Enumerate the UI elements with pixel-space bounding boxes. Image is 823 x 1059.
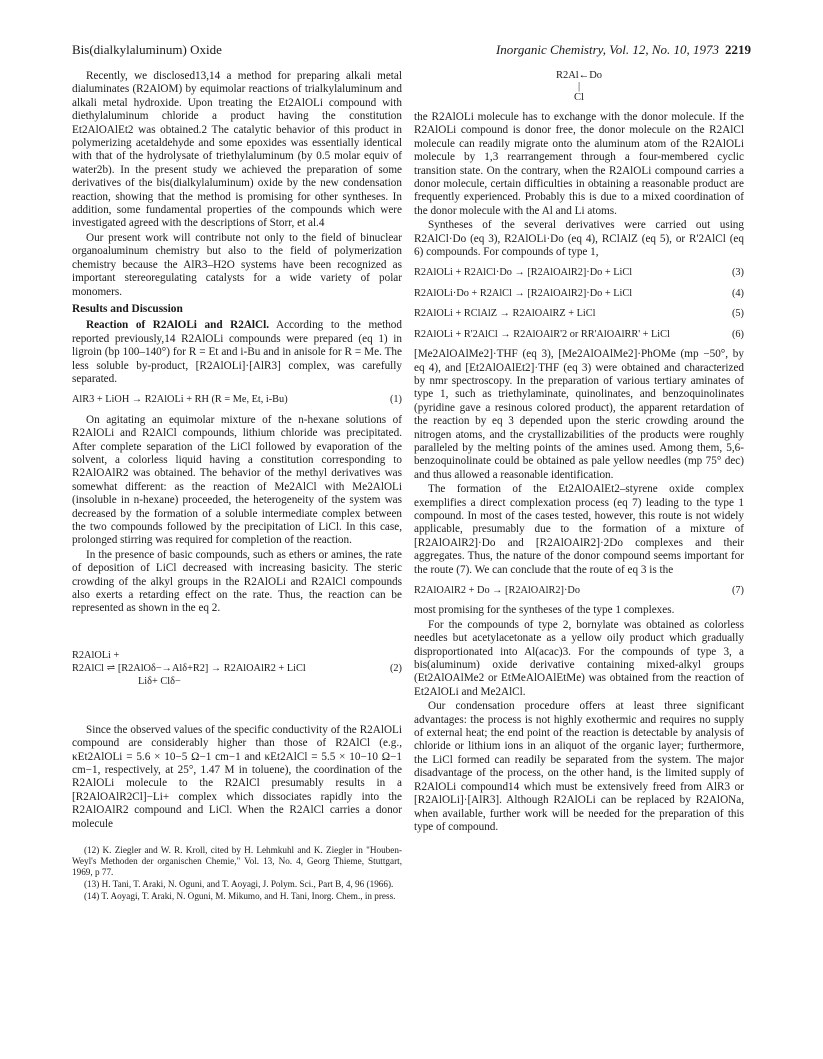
paragraph-syntheses: Syntheses of the several derivatives were carried out using R2AlCl·Do (eq 3), R2AlOLi·Do (eq 4), RClAlZ (eq 5), or R'2AlCl (eq 6) compounds. For compounds of type 1, (414, 219, 744, 259)
donor-structure-bond: | (577, 81, 581, 92)
equation-2-line-2: R2AlCl ⇌ [R2AlOδ−→Alδ+R2] → R2AlOAlR2 + LiCl (72, 662, 306, 674)
paragraph-donor-exchange: the R2AlOLi molecule has to exchange with the donor molecule. If the R2AlOLi compound is donor free, the donor molecule on the R2AlCl molecule can readily migrate onto the aluminum atom of the R2AlOLi molecule by 1,3 rearrangement through a four-membered cyclic transition state. On the contrary, when the R2AlOLi compound carries a donor molecule, certain difficulties in obtaining a reasonable product are frequently experienced. Probably this is due to a mixed coordination of the donor molecule with the Al and Li atoms. (414, 111, 744, 217)
equation-5-number: (5) (731, 308, 744, 320)
equation-2-line-3: Liδ+ Clδ− (138, 675, 181, 687)
paragraph-reaction-text: According to the method reported previously,14 R2AlOLi compounds were prepared (eq 1) in ligroin (bp 100–140°) for R = Et and i-Bu and in anisole for R = Me. The less soluble by-product, [R2AlOLi]·[AlR3] complex, was carefully separated. (72, 319, 402, 385)
equation-3-number: (3) (731, 267, 744, 279)
running-title: Bis(dialkylaluminum) Oxide (72, 42, 222, 57)
equation-1 (72, 393, 402, 406)
equation-3-text: R2AlOLi + R2AlCl·Do → [R2AlOAlR2]·Do + LiCl (414, 267, 633, 279)
equation-4 (414, 287, 744, 300)
equation-3 (414, 266, 744, 279)
section-heading: Results and Discussion (72, 302, 183, 315)
equation-4-number: (4) (731, 287, 744, 299)
equation-2-scheme (72, 649, 402, 688)
paragraph-intro: Recently, we disclosed13,14 a method for preparing alkali metal dialuminates (R2AlOM) by equimolar reactions of trialkylaluminum and alkali metal hydroxide. Upon treating the Et2AlOLi compound with diethylaluminum chloride a product having the constitution Et2AlOAlEt2 was obtained.2 The catalytic behavior of this product in polymerizing acetaldehyde and some epoxides was essentially identical with that of the hydrolysate of triethylaluminum (by 0.5 molar equiv of water2b). In the present study we achieved the preparation of some derivatives of the bis(dialkylaluminum) oxide by the new condensation reaction, showing that the method is promising for other syntheses. In addition, some fundamental properties of the compounds which were investigated agreed with the descriptions of Storr, et al.4 (72, 70, 402, 230)
donor-structure (414, 70, 744, 103)
paragraph-type-2-3: For the compounds of type 2, bornylate was obtained as colorless needles but acetylacetonate as a yellow oily product which gradually disproportionated into Al(acac)3. For the compounds of type 3, a bis(aluminum) oxide derivative containing mixed-alkyl groups (Et2AlOAlMe2 or EtMeAlOAlEtMe) was obtained from the reaction of Et2AlOLi and Me2AlCl. (414, 618, 744, 698)
footnote-12: (12) K. Ziegler and W. R. Kroll, cited by H. Lehmkuhl and K. Ziegler in "Houben-Weyl's Methoden der organischen Chemie," Vol. 13, No. 4, Georg Thieme, Stuttgart, 1969, p 77. (72, 845, 402, 878)
right-column (414, 70, 744, 835)
equation-4-text: R2AlOLi·Do + R2AlCl → [R2AlOAlR2]·Do + LiCl (414, 287, 633, 299)
subsection-lead: Reaction of R2AlOLi and R2AlCl. (86, 319, 270, 332)
page-number: 2219 (725, 42, 751, 57)
equation-2-line-1: R2AlOLi + (72, 649, 120, 661)
paragraph-scope: Our present work will contribute not only to the field of binuclear organoaluminum chemistry but also to the field of polymerization chemistry because the AlR3–H2O systems have been recognized as important stereoregulating catalysts for a wide variety of polar monomers. (72, 231, 402, 298)
paragraph-basic-compounds: In the presence of basic compounds, such as ethers or amines, the rate of deposition of LiCl decreased with increasing basicity. The steric crowding of the alkyl groups in the R2AlOLi and R2AlCl compounds also exerts a retarding effect on the rate. Thus, the reaction can be represented as shown in the eq 2. (72, 548, 402, 615)
paragraph-agitation: On agitating an equimolar mixture of the n-hexane solutions of R2AlOLi and R2AlCl compounds, lithium chloride was precipitated. After complete separation of the LiCl followed by evaporation of the solvent, a colorless liquid having a constitution corresponding to R2AlOAlR2 was obtained. The behavior of the methyl derivatives was somewhat different: as the reaction of Me2AlCl with Me2AlOLi (insoluble in n-hexane) proceeded, the heterogeneity of the system was decreased by the formation of a soluble intermediate complex between the two compounds followed by the precipitation of LiCl. In this case, prolonged stirring was required for completion of the reaction. (72, 413, 402, 547)
equation-6 (414, 328, 744, 341)
donor-structure-line-1: R2Al←Do (555, 70, 603, 81)
paragraph-styrene-oxide: The formation of the Et2AlOAlEt2–styrene oxide complex exemplifies a direct complexation process (eq 7) leading to the type 1 compound. In most of the cases tested, however, this route is not widely applicable, presumably due to the formation of a mixture of [R2AlOAlR2]·Do and [R2AlOAlR2]·2Do complexes and their aggregates. Thus, the nature of the donor compound seems important for the route (7). We can conclude that the route of eq 3 is the (414, 483, 744, 576)
footnote-14: (14) T. Aoyagi, T. Araki, N. Oguni, M. Mikumo, and H. Tani, Inorg. Chem., in press. (84, 891, 396, 902)
footnote-13: (13) H. Tani, T. Araki, N. Oguni, and T. Aoyagi, J. Polym. Sci., Part B, 4, 96 (1966). (84, 879, 394, 890)
left-column (72, 70, 402, 903)
paragraph-conclusion: most promising for the syntheses of the type 1 complexes. (414, 604, 675, 617)
equation-7-number: (7) (731, 585, 744, 596)
journal-name: Inorganic Chemistry, Vol. 12, No. 10, 1973 (495, 42, 719, 57)
equation-6-number: (6) (731, 328, 744, 340)
equation-2-number: (2) (389, 662, 402, 674)
footnotes (72, 845, 402, 902)
equation-7 (414, 584, 744, 597)
equation-1-text: AlR3 + LiOH → R2AlOLi + RH (R = Me, Et, i-Bu) (72, 394, 288, 406)
journal-citation (496, 42, 751, 58)
equation-5-text: R2AlOLi + RClAlZ → R2AlOAlRZ + LiCl (414, 308, 596, 320)
equation-6-text: R2AlOLi + R'2AlCl → R2AlOAlR'2 or RR'AlOAlRR' + LiCl (414, 328, 670, 340)
running-header (72, 42, 751, 62)
donor-structure-line-3: Cl (574, 92, 584, 103)
equation-7-text: R2AlOAlR2 + Do → [R2AlOAlR2]·Do (414, 585, 580, 596)
paragraph-characterization: [Me2AlOAlMe2]·THF (eq 3), [Me2AlOAlMe2]·PhOMe (mp −50°, by eq 4), and [Et2AlOAlEt2]·THF (eq 3) were obtained and characterized by nmr spectroscopy. In the preparation of various tertiary aminates of type 1, such as triethylaminate, quinolinates, and benzoquinolinates (pyridine gave a resinous colored product), the apparent retardation of the reaction by eq 3 depended upon the steric crowding around the nitrogen atoms, and the crystallizabilities of the products were roughly paralleled by the melting points of the amines used. Among them, 5,6-benzoquinolinate could be obtained as pale yellow needles (mp 75° dec) and thus allowed a reasonable identification. (414, 348, 744, 481)
equation-1-number: (1) (389, 394, 402, 406)
paragraph-advantages: Our condensation procedure offers at least three significant advantages: the process is not highly exothermic and requires no supply of external heat; the end point of the reaction is detectable by analysis of chloride or lithium ions in an aliquot of the organic layer; furthermore, the LiCl formed can readily be separated from the system. The major disadvantage of the process, on the other hand, is the limited supply of R2AlOLi compound14 which must be extensively freed from AlR3 or [R2AlOLi]·[AlR3]. Although R2AlOLi can be replaced by R2AlONa, when available, further work will be needed for the preparation of this type of compound. (414, 700, 744, 833)
paragraph-reaction (72, 319, 402, 386)
equation-5 (414, 307, 744, 320)
paragraph-conductivity: Since the observed values of the specific conductivity of the R2AlOLi compound are considerably higher than those of R2AlCl (e.g., κEt2AlOLi = 5.6 × 10−5 Ω−1 cm−1 and κEt2AlCl = 5.5 × 10−10 Ω−1 cm−1, respectively, at 25°, 1.47 M in toluene), the coordination of the R2AlOLi molecule to the R2AlCl presumably results in a [R2AlOAlR2Cl]−Li+ complex which dissociates rapidly into the R2AlOAlR2 compound and LiCl. When the R2AlCl carries a donor molecule (72, 723, 402, 830)
